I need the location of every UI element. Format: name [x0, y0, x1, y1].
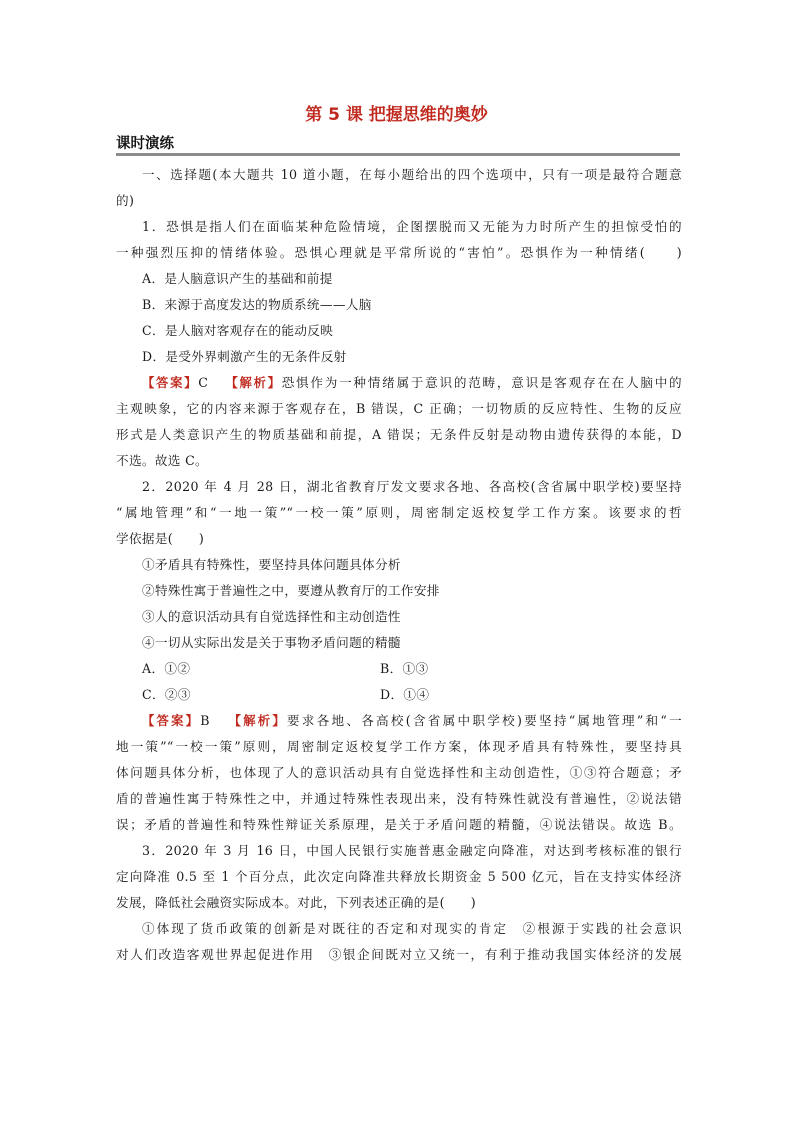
question-2-item-3: ③人的意识活动具有自觉选择性和主动创造性 [142, 609, 401, 624]
question-2-stem: 学依据是( ) [116, 531, 205, 546]
answer-value: C [198, 375, 209, 390]
question-1-option-b: B．来源于高度发达的物质系统——人脑 [142, 297, 372, 312]
analysis-label: 【解析】 [228, 714, 287, 728]
question-3-stem: 定向降准 0.5 至 1 个百分点，此次定向降准共释放长期资金 5 500 亿元，旨在支持实体经济 [116, 869, 682, 884]
section-divider [116, 153, 680, 156]
lesson-title: 第 5 课 把握思维的奥妙 [305, 105, 488, 125]
question-2-item-1: ①矛盾具有特殊性，要坚持具体问题具体分析 [142, 557, 401, 572]
part-heading-line: 一、选择题(本大题共 10 道小题，在每小题给出的四个选项中，只有一项是最符合题意 [142, 167, 682, 182]
question-2-answer [116, 708, 682, 734]
question-2-analysis: 地一策”“一校一策”原则，周密制定返校复学工作方案，体现矛盾具有特殊性，要坚持具 [116, 739, 682, 754]
question-2-option-d: D．①④ [380, 687, 430, 702]
question-2-analysis: 误；矛盾的普遍性和特殊性辩证关系原理，是关于矛盾问题的精髓，④说法错误。故选 B。 [116, 817, 682, 832]
question-1-analysis: 不选。故选 C。 [116, 453, 209, 468]
analysis-text: 恐惧作为一种情绪属于意识的范畴，意识是客观存在在人脑中的 [281, 375, 682, 390]
question-3-stem: 3．2020 年 3 月 16 日，中国人民银行实施普惠金融定向降准，对达到考核标准的银行 [142, 843, 682, 858]
question-1-analysis: 形式是人类意识产生的物质基础和前提，A 错误；无条件反射是动物由遗传获得的本能，D [116, 427, 682, 442]
question-1-option-d: D．是受外界刺激产生的无条件反射 [142, 349, 347, 364]
analysis-text: 要求各地、各高校(含省属中职学校)要坚持“属地管理”和“一 [286, 713, 682, 728]
question-3-items: 对人们改造客观世界起促进作用 ③银企间既对立又统一，有利于推动我国实体经济的发展 [116, 947, 682, 962]
question-2-item-4: ④一切从实际出发是关于事物矛盾问题的精髓 [142, 635, 401, 650]
question-3-items: ①体现了货币政策的创新是对既往的否定和对现实的肯定 ②根源于实践的社会意识 [142, 921, 682, 936]
part-heading-line: 的) [116, 193, 135, 208]
section-heading: 课时演练 [116, 136, 174, 152]
question-3-stem: 发展，降低社会融资实际成本。对此，下列表述正确的是( ) [116, 895, 477, 910]
question-1-answer [116, 370, 682, 396]
question-2-item-2: ②特殊性寓于普遍性之中，要遵从教育厅的工作安排 [142, 583, 440, 598]
question-1-stem: 1．恐惧是指人们在面临某种危险情境，企图摆脱而又无能为力时所产生的担惊受怕的 [142, 219, 682, 234]
question-1-stem: 一种强烈压抑的情绪体验。恐惧心理就是平常所说的“害怕”。恐惧作为一种情绪( ) [116, 245, 682, 260]
question-2-options-row [116, 682, 682, 708]
question-2-option-a: A．①② [142, 661, 191, 676]
question-2-stem: 2．2020 年 4 月 28 日，湖北省教育厅发文要求各地、各高校(含省属中职学校)要坚持 [142, 479, 682, 494]
question-2-option-c: C．②③ [142, 687, 191, 702]
question-2-options-row [116, 656, 682, 682]
analysis-label: 【解析】 [225, 376, 282, 390]
question-2-analysis: 盾的普遍性寓于特殊性之中，并通过特殊性表现出来，没有特殊性就没有普遍性，②说法错 [116, 791, 682, 806]
question-1-analysis: 主观映象，它的内容来源于客观存在，B 错误，C 正确；一切物质的反应特性、生物的反应 [116, 401, 682, 416]
answer-value: B [200, 713, 210, 728]
document-body [116, 162, 682, 968]
question-1-option-a: A．是人脑意识产生的基础和前提 [142, 271, 333, 286]
answer-label: 【答案】 [142, 714, 201, 728]
question-1-option-c: C．是人脑对客观存在的能动反映 [142, 323, 334, 338]
question-2-analysis: 体问题具体分析，也体现了人的意识活动具有自觉选择性和主动创造性，①③符合题意；矛 [116, 765, 682, 780]
question-2-option-b: B．①③ [380, 661, 429, 676]
answer-label: 【答案】 [142, 376, 199, 390]
question-2-stem: “属地管理”和“一地一策”“一校一策”原则，周密制定返校复学工作方案。该要求的哲 [116, 505, 682, 520]
